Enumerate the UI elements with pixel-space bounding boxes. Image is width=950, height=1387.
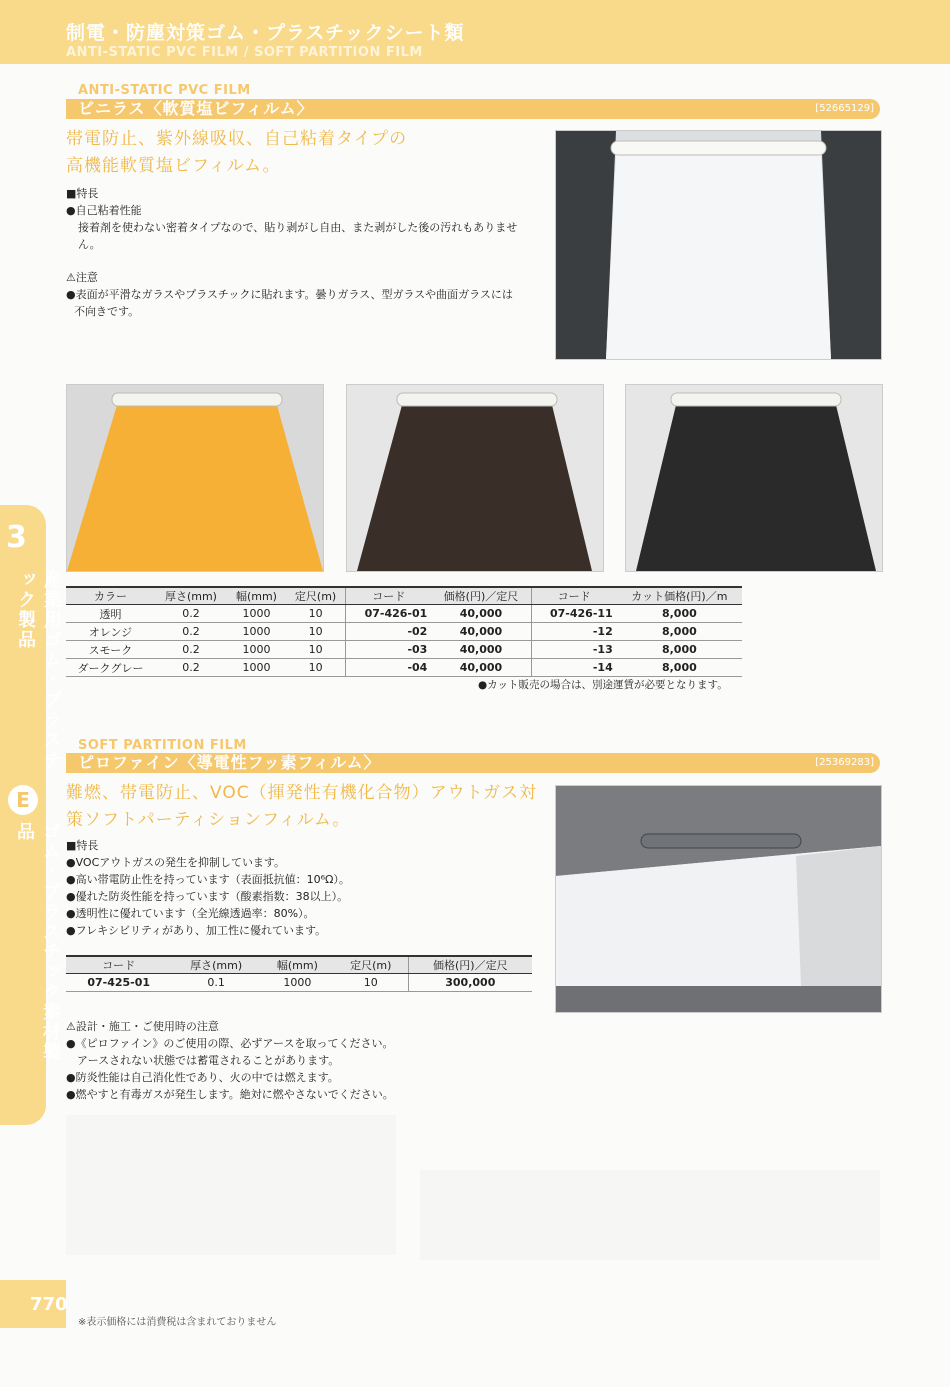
lead-line: 策ソフトパーティションフィルム。 [66, 810, 351, 830]
page-number: 770 [30, 1294, 68, 1315]
col-header: カラー [66, 587, 155, 605]
cell: 40,000 [431, 605, 531, 623]
features-heading: ■特長 [66, 839, 99, 852]
cell: -14 [531, 659, 617, 677]
caution-label: 注意 [75, 271, 98, 284]
cell: -03 [346, 641, 432, 659]
warning-icon: ⚠ [66, 1020, 76, 1033]
cell: 8,000 [617, 605, 742, 623]
show-through-area [420, 1170, 880, 1260]
lead-line: 帯電防止、紫外線吸収、自己粘着タイプの [66, 129, 408, 149]
col-header: コード [531, 587, 617, 605]
section1-en-title: ANTI-STATIC PVC FILM [78, 83, 251, 98]
section1-jp-title: ビニラス〈軟質塩ビフィルム〉 [78, 99, 314, 118]
section2-features [66, 837, 536, 939]
section1-note: ●カット販売の場合は、別途運賃が必要となります。 [478, 679, 728, 691]
caution-item: ●燃やすと有毒ガスが発生します。絶対に燃やさないでください。 [66, 1088, 394, 1101]
feature-item: ●VOCアウトガスの発生を抑制しています。 [66, 856, 286, 869]
caution-item: アースされない状態では蓄電されることがあります。 [66, 1054, 340, 1067]
table-row [66, 974, 532, 992]
section1-features [66, 185, 536, 320]
caution-label: 設計・施工・ご使用時の注意 [75, 1020, 219, 1033]
cell: 1000 [261, 974, 334, 992]
cell: 300,000 [408, 974, 532, 992]
table-row [66, 605, 742, 623]
feature-item: ●フレキシビリティがあり、加工性に優れています。 [66, 924, 327, 937]
cell: スモーク [66, 641, 155, 659]
photo-pirofine-film [555, 785, 882, 1013]
section1-spec-table [66, 586, 742, 677]
cell: 0.2 [155, 623, 227, 641]
warning-icon: ⚠ [66, 271, 76, 284]
table-row [66, 641, 742, 659]
col-header: 幅(mm) [261, 956, 334, 974]
feature-desc: 接着剤を使わない密着タイプなので、貼り剥がし自由、また剥がした後の汚れもありませ [78, 221, 518, 234]
section2-code: [25369283] [815, 757, 874, 768]
table-row [66, 659, 742, 677]
lead-line: 難燃、帯電防止、VOC（揮発性有機化合物）アウトガス対 [66, 783, 538, 803]
cell: 1000 [227, 623, 286, 641]
cell: 10 [286, 659, 346, 677]
table-header-row [66, 956, 532, 974]
section1-code: [52665129] [815, 103, 874, 114]
tax-footnote: ※表示価格には消費税は含まれておりません [78, 1317, 277, 1328]
feature-desc: ん。 [78, 238, 101, 251]
cell: 40,000 [431, 641, 531, 659]
cell: 1000 [227, 659, 286, 677]
cell: 40,000 [431, 623, 531, 641]
caution-item: 不向きです。 [74, 305, 140, 318]
col-header: コード [346, 587, 432, 605]
feature-item: ●優れた防炎性能を持っています（酸素指数：38以上）。 [66, 890, 349, 903]
cell: -13 [531, 641, 617, 659]
cell: 0.2 [155, 605, 227, 623]
col-header: 幅(mm) [227, 587, 286, 605]
col-header: 厚さ(mm) [155, 587, 227, 605]
cell: 0.2 [155, 641, 227, 659]
chapter-title: 産業用ゴム・プラスチック製品 [15, 570, 62, 770]
section2-jp-title: ピロファイン〈導電性フッ素フィルム〉 [78, 753, 381, 772]
cell: 07-426-01 [346, 605, 432, 623]
cell: 1000 [227, 605, 286, 623]
cell: -02 [346, 623, 432, 641]
table-row [66, 623, 742, 641]
cell: 40,000 [431, 659, 531, 677]
cell: -04 [346, 659, 432, 677]
lead-line: 高機能軟質塩ビフィルム。 [66, 156, 281, 176]
caution-heading [66, 269, 536, 286]
cell: ダークグレー [66, 659, 155, 677]
cell: 0.1 [171, 974, 260, 992]
feature-item: ●自己粘着性能 [66, 204, 142, 217]
section2-title-bar [66, 753, 880, 773]
section1-title-bar [66, 99, 880, 119]
section2-cautions [66, 1018, 546, 1103]
section2-en-title: SOFT PARTITION FILM [78, 738, 247, 753]
pirofine-film-illustration [556, 786, 881, 1012]
col-header: コード [66, 956, 171, 974]
cell: 8,000 [617, 659, 742, 677]
section2-lead [66, 780, 546, 834]
darkgrey-film-illustration [626, 385, 882, 571]
cell: 07-425-01 [66, 974, 171, 992]
cell: 10 [286, 605, 346, 623]
cell: 8,000 [617, 623, 742, 641]
section2-spec-table [66, 955, 532, 992]
caution-heading [66, 1018, 546, 1035]
chapter-number: 3 [6, 520, 27, 555]
col-header: 厚さ(mm) [171, 956, 260, 974]
section-letter-badge: E [8, 785, 38, 815]
col-header: 価格(円)／定尺 [431, 587, 531, 605]
orange-film-illustration [67, 385, 323, 571]
col-header: 定尺(m) [286, 587, 346, 605]
caution-item: ●防炎性能は自己消化性であり、火の中では燃えます。 [66, 1071, 339, 1084]
photo-smoke-film [346, 384, 604, 572]
smoke-film-illustration [347, 385, 603, 571]
feature-item: ●透明性に優れています（全光線透過率：80%）。 [66, 907, 315, 920]
section1-lead [66, 126, 407, 180]
photo-clear-film [555, 130, 882, 360]
cell: 透明 [66, 605, 155, 623]
caution-item: ●表面が平滑なガラスやプラスチックに貼れます。曇りガラス、型ガラスや曲面ガラスには [66, 288, 513, 301]
cell: -12 [531, 623, 617, 641]
section-title: ゴム・プラスチック素材製品 [14, 822, 61, 1062]
cell: 0.2 [155, 659, 227, 677]
col-header: 価格(円)／定尺 [408, 956, 532, 974]
cell: 8,000 [617, 641, 742, 659]
cell: 1000 [227, 641, 286, 659]
page-title: 制電・防塵対策ゴム・プラスチックシート類 [66, 22, 465, 44]
show-through-area [66, 1115, 396, 1255]
cell: 10 [286, 623, 346, 641]
caution-item: ●《ピロファイン》のご使用の際、必ずアースを取ってください。 [66, 1037, 394, 1050]
cell: 10 [286, 641, 346, 659]
page-subtitle: ANTI-STATIC PVC FILM / SOFT PARTITION FILM [66, 45, 423, 60]
cell: オレンジ [66, 623, 155, 641]
cell: 07-426-11 [531, 605, 617, 623]
table-header-row [66, 587, 742, 605]
features-heading: ■特長 [66, 187, 99, 200]
feature-item: ●高い帯電防止性を持っています（表面抵抗値：10⁶Ω）。 [66, 873, 350, 886]
cell: 10 [334, 974, 408, 992]
col-header: カット価格(円)／m [617, 587, 742, 605]
photo-orange-film [66, 384, 324, 572]
photo-darkgrey-film [625, 384, 883, 572]
clear-film-illustration [556, 131, 881, 359]
col-header: 定尺(m) [334, 956, 408, 974]
